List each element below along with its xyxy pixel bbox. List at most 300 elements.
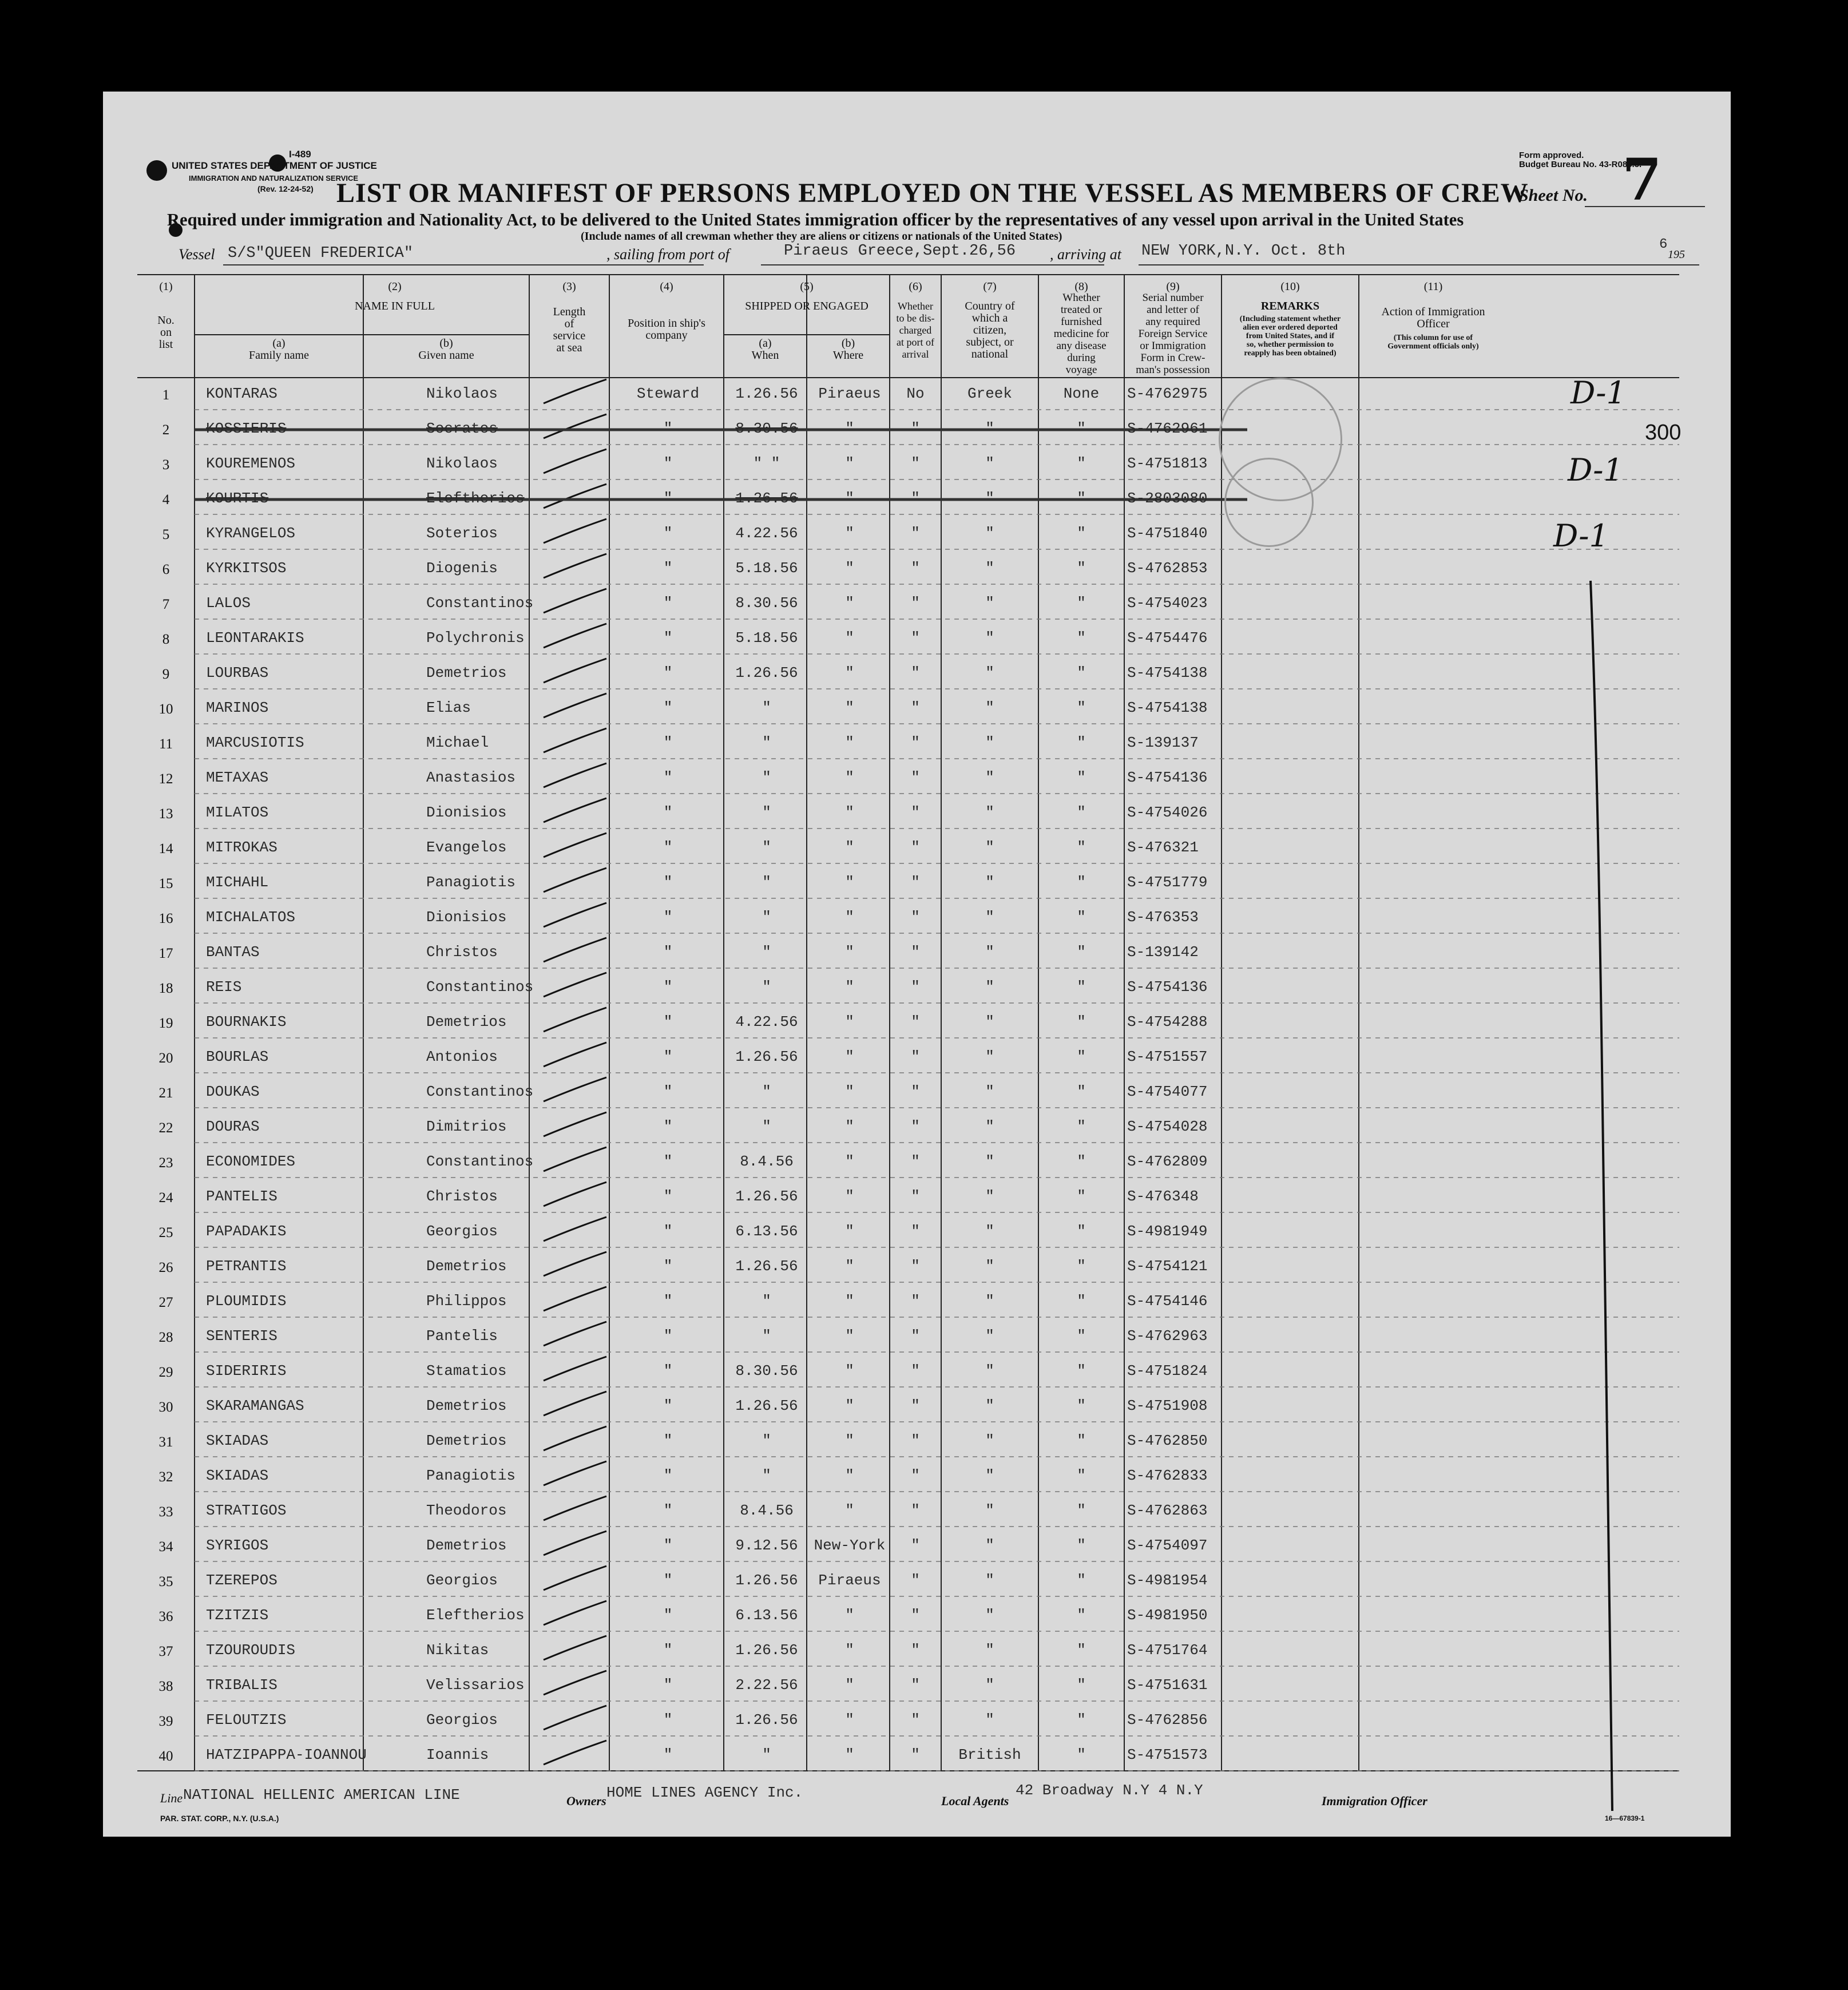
cell-country: " [985, 629, 994, 647]
cell-when: 1.26.56 [735, 1258, 798, 1275]
cell-treated: " [1077, 1362, 1086, 1379]
footer-agents: 42 Broadway N.Y 4 N.Y [1016, 1782, 1203, 1799]
cell-country: " [985, 1118, 994, 1135]
cell-serial: S-4762863 [1127, 1502, 1208, 1519]
col-service-header: Length of service at sea [553, 306, 586, 354]
cell-when: 8.30.56 [735, 594, 798, 612]
cell-when: " [762, 699, 771, 716]
manifest-sheet [103, 92, 1731, 1837]
cell-position: " [663, 664, 673, 681]
cell-serial: S-4754121 [1127, 1258, 1208, 1275]
cell-country: " [985, 804, 994, 821]
row-number: 29 [158, 1365, 173, 1380]
cell-when: " [762, 769, 771, 786]
cell-serial: S-2803080 [1127, 490, 1208, 507]
cell-when: " [762, 1083, 771, 1100]
cell-discharged: " [911, 1676, 920, 1694]
cell-family: FELOUTZIS [206, 1711, 287, 1729]
cell-position: " [663, 1327, 673, 1345]
col-country-header: Country of which a citizen, subject, or national [965, 300, 1015, 360]
cell-serial: S-4751824 [1127, 1362, 1208, 1379]
cell-treated: " [1077, 1711, 1086, 1729]
cell-treated: " [1077, 1153, 1086, 1170]
cell-when: 1.26.56 [735, 490, 798, 507]
cell-country: " [985, 1502, 994, 1519]
cell-when: 4.22.56 [735, 525, 798, 542]
row-number: 6 [162, 562, 170, 577]
cell-family: BOURLAS [206, 1048, 269, 1065]
cell-serial: S-4751779 [1127, 874, 1208, 891]
row-number: 40 [158, 1749, 173, 1764]
cell-position: " [663, 1293, 673, 1310]
cell-where: " [845, 1327, 854, 1345]
cell-where: " [845, 525, 854, 542]
cell-country: " [985, 1397, 994, 1414]
cell-treated: " [1077, 1642, 1086, 1659]
cell-when: 1.26.56 [735, 1642, 798, 1659]
cell-country: British [958, 1746, 1021, 1763]
row-number: 10 [158, 701, 173, 717]
cell-family: PETRANTIS [206, 1258, 287, 1275]
cell-where: " [845, 1118, 854, 1135]
cell-given: Demetrios [426, 1013, 507, 1030]
cell-discharged: " [911, 1327, 920, 1345]
cell-position: " [663, 1746, 673, 1763]
cell-given: Constantinos [426, 978, 534, 996]
cell-serial: S-4762809 [1127, 1153, 1208, 1170]
cell-treated: " [1077, 1572, 1086, 1589]
footer-officer-label: Immigration Officer [1322, 1794, 1427, 1808]
cell-family: TZITZIS [206, 1607, 269, 1624]
row-number: 26 [158, 1260, 173, 1275]
col-serial-header: Serial number and letter of any required Foreign Service or Immigration Form in Crew- man's possession [1136, 292, 1210, 376]
cell-family: HATZIPAPPA-IOANNOU [206, 1746, 367, 1763]
cell-discharged: " [911, 1083, 920, 1100]
cell-when: " [762, 804, 771, 821]
cell-position: " [663, 629, 673, 647]
cell-where: " [845, 769, 854, 786]
cell-serial: S-4981949 [1127, 1223, 1208, 1240]
cell-family: SKIADAS [206, 1467, 269, 1484]
row-number: 8 [162, 632, 170, 647]
cell-serial: S-4754028 [1127, 1118, 1208, 1135]
cell-country: " [985, 978, 994, 996]
cell-discharged: " [911, 978, 920, 996]
cell-position: " [663, 1362, 673, 1379]
cell-where: " [845, 1746, 854, 1763]
cell-country: " [985, 909, 994, 926]
cell-position: " [663, 1642, 673, 1659]
cell-given: Velissarios [426, 1676, 525, 1694]
column-number: (7) [983, 280, 997, 293]
cell-family: DOUKAS [206, 1083, 260, 1100]
cell-family: LOURBAS [206, 664, 269, 681]
cell-family: MITROKAS [206, 839, 277, 856]
column-number: (5) [800, 280, 814, 293]
vessel-label: Vessel [179, 246, 215, 263]
cell-treated: None [1063, 385, 1100, 402]
cell-where: " [845, 1432, 854, 1449]
sheet-number: 7 [1622, 146, 1662, 213]
cell-when: " [762, 839, 771, 856]
cell-when: 8.30.56 [735, 420, 798, 437]
row-number: 20 [158, 1051, 173, 1066]
cell-where: " [845, 1223, 854, 1240]
cell-treated: " [1077, 664, 1086, 681]
year-suffix: 6 [1659, 237, 1668, 252]
cell-serial: S-4762961 [1127, 420, 1208, 437]
cell-given: Demetrios [426, 664, 507, 681]
cell-discharged: " [911, 1711, 920, 1729]
cell-when: 1.26.56 [735, 1711, 798, 1729]
department-name: UNITED STATES DEPARTMENT OF JUSTICE [172, 160, 377, 171]
cell-serial: S-4754136 [1127, 978, 1208, 996]
cell-given: Polychronis [426, 629, 525, 647]
cell-where: Piraeus [818, 385, 881, 402]
cell-discharged: " [911, 1118, 920, 1135]
cell-given: Evangelos [426, 839, 507, 856]
cell-discharged: " [911, 1537, 920, 1554]
cell-treated: " [1077, 769, 1086, 786]
cell-position: " [663, 1676, 673, 1694]
form-number: I-489 [289, 149, 311, 160]
cell-discharged: " [911, 420, 920, 437]
cell-serial: S-4754146 [1127, 1293, 1208, 1310]
cell-serial: S-4981954 [1127, 1572, 1208, 1589]
col-given-header: (b) Given name [418, 337, 474, 362]
cell-country: " [985, 699, 994, 716]
cell-position: " [663, 769, 673, 786]
cell-given: Christos [426, 1188, 498, 1205]
cell-serial: S-4751840 [1127, 525, 1208, 542]
row-number: 25 [158, 1225, 173, 1240]
cell-treated: " [1077, 525, 1086, 542]
cell-position: " [663, 420, 673, 437]
cell-position: Steward [636, 385, 700, 402]
col-when-header: (a) When [751, 337, 779, 362]
cell-family: METAXAS [206, 769, 269, 786]
footer-agents-label: Local Agents [941, 1794, 1009, 1808]
row-number: 1 [162, 387, 170, 403]
cell-country: " [985, 734, 994, 751]
cell-position: " [663, 1432, 673, 1449]
cell-where: " [845, 1467, 854, 1484]
cell-given: Christos [426, 944, 498, 961]
arriving-label: , arriving at [1050, 246, 1121, 263]
cell-given: Dionisios [426, 909, 507, 926]
cell-given: Nikolaos [426, 455, 498, 472]
cell-discharged: " [911, 1746, 920, 1763]
row-number: 13 [158, 806, 173, 822]
cell-position: " [663, 594, 673, 612]
cell-position: " [663, 1502, 673, 1519]
cell-given: Theodoros [426, 1502, 507, 1519]
cell-country: " [985, 664, 994, 681]
cell-treated: " [1077, 1188, 1086, 1205]
cell-when: 6.13.56 [735, 1223, 798, 1240]
cell-position: " [663, 490, 673, 507]
cell-when: " [762, 978, 771, 996]
column-number: (10) [1280, 280, 1300, 293]
annotation-300: 300 [1645, 421, 1682, 445]
cell-discharged: " [911, 1572, 920, 1589]
cell-country: " [985, 1258, 994, 1275]
cell-where: " [845, 734, 854, 751]
cell-family: TRIBALIS [206, 1676, 277, 1694]
cell-country: " [985, 1572, 994, 1589]
cell-family: MARINOS [206, 699, 269, 716]
cell-serial: S-4754023 [1127, 594, 1208, 612]
cell-treated: " [1077, 1118, 1086, 1135]
vessel-name: S/S"QUEEN FREDERICA" [228, 245, 414, 262]
cell-treated: " [1077, 1432, 1086, 1449]
cell-where: " [845, 1502, 854, 1519]
row-number: 23 [158, 1155, 173, 1171]
col-shipped-header: SHIPPED OR ENGAGED [745, 300, 869, 312]
cell-serial: S-4762850 [1127, 1432, 1208, 1449]
cell-serial: S-4751573 [1127, 1746, 1208, 1763]
cell-family: PANTELIS [206, 1188, 277, 1205]
cell-given: Georgios [426, 1223, 498, 1240]
cell-serial: S-4754138 [1127, 664, 1208, 681]
row-number: 15 [158, 876, 173, 891]
cell-serial: S-4762853 [1127, 560, 1208, 577]
cell-treated: " [1077, 1502, 1086, 1519]
cell-where: " [845, 1711, 854, 1729]
column-number: (8) [1074, 280, 1088, 293]
approval-line-1: Form approved. [1519, 150, 1584, 160]
cell-position: " [663, 560, 673, 577]
cell-country: " [985, 1711, 994, 1729]
cell-given: Demetrios [426, 1537, 507, 1554]
cell-when: " " [753, 455, 780, 472]
cell-position: " [663, 1188, 673, 1205]
cell-serial: S-4754026 [1127, 804, 1208, 821]
cell-given: Eleftherios [426, 490, 525, 507]
cell-discharged: " [911, 455, 920, 472]
cell-family: BANTAS [206, 944, 260, 961]
manifest-subtitle: Required under immigration and Nationality Act, to be delivered to the United States immigration officer by the representatives of any vessel upon arrival in the United States [167, 210, 1464, 229]
row-number: 11 [158, 736, 173, 752]
cell-treated: " [1077, 420, 1086, 437]
row-number: 7 [162, 597, 170, 612]
cell-family: SENTERIS [206, 1327, 277, 1345]
cell-discharged: " [911, 1642, 920, 1659]
cell-discharged: " [911, 874, 920, 891]
cell-country: " [985, 1153, 994, 1170]
row-number: 39 [158, 1714, 173, 1729]
col-action-header: Action of Immigration Officer [1381, 306, 1485, 330]
column-number: (4) [660, 280, 673, 293]
row-number: 12 [158, 771, 173, 787]
cell-when: 2.22.56 [735, 1676, 798, 1694]
cell-position: " [663, 804, 673, 821]
form-revision: (Rev. 12-24-52) [257, 184, 314, 193]
cell-where: " [845, 664, 854, 681]
cell-country: " [985, 1676, 994, 1694]
row-number: 30 [158, 1400, 173, 1415]
cell-country: " [985, 1537, 994, 1554]
cell-family: SKIADAS [206, 1432, 269, 1449]
cell-where: " [845, 909, 854, 926]
cell-serial: S-4751908 [1127, 1397, 1208, 1414]
cell-position: " [663, 1223, 673, 1240]
row-number: 16 [158, 911, 173, 926]
row-number: 31 [158, 1434, 173, 1450]
annotation-d1-row5: D-1 [1553, 518, 1609, 554]
cell-family: TZOUROUDIS [206, 1642, 296, 1659]
cell-discharged: " [911, 1607, 920, 1624]
col-position-header: Position in ship's company [628, 317, 705, 342]
cell-treated: " [1077, 1537, 1086, 1554]
cell-when: " [762, 1746, 771, 1763]
cell-treated: " [1077, 909, 1086, 926]
cell-country: " [985, 1188, 994, 1205]
cell-country: " [985, 1642, 994, 1659]
cell-when: " [762, 734, 771, 751]
cell-serial: S-139142 [1127, 944, 1199, 961]
cell-position: " [663, 1711, 673, 1729]
cell-family: MARCUSIOTIS [206, 734, 304, 751]
col-family-header: (a) Family name [249, 337, 309, 362]
cell-given: Dimitrios [426, 1118, 507, 1135]
cell-when: " [762, 1118, 771, 1135]
row-number: 36 [158, 1609, 173, 1624]
year-label: 195 [1668, 248, 1685, 261]
cell-where: " [845, 699, 854, 716]
column-number: (6) [909, 280, 922, 293]
cell-family: SIDERIRIS [206, 1362, 287, 1379]
footer-print-code: 16—67839-1 [1605, 1814, 1645, 1822]
cell-when: 1.26.56 [735, 1572, 798, 1589]
cell-where: " [845, 804, 854, 821]
cell-position: " [663, 1397, 673, 1414]
cell-where: " [845, 874, 854, 891]
cell-serial: S-4762833 [1127, 1467, 1208, 1484]
cell-discharged: " [911, 560, 920, 577]
cell-serial: S-4754097 [1127, 1537, 1208, 1554]
cell-given: Eleftherios [426, 1607, 525, 1624]
row-number: 21 [158, 1085, 173, 1101]
cell-given: Nikolaos [426, 385, 498, 402]
cell-family: KYRANGELOS [206, 525, 296, 542]
row-number: 9 [162, 667, 170, 682]
cell-discharged: " [911, 839, 920, 856]
cell-given: Panagiotis [426, 1467, 516, 1484]
column-number: (11) [1423, 280, 1443, 293]
cell-when: 6.13.56 [735, 1607, 798, 1624]
cell-discharged: " [911, 664, 920, 681]
cell-treated: " [1077, 839, 1086, 856]
row-number: 35 [158, 1574, 173, 1589]
cell-serial: S-4751631 [1127, 1676, 1208, 1694]
cell-treated: " [1077, 978, 1086, 996]
row-number: 32 [158, 1469, 173, 1485]
row-number: 5 [162, 527, 170, 542]
cell-given: Georgios [426, 1572, 498, 1589]
cell-where: " [845, 560, 854, 577]
cell-where: " [845, 1607, 854, 1624]
cell-position: " [663, 1258, 673, 1275]
row-number: 3 [162, 457, 170, 473]
cell-discharged: " [911, 734, 920, 751]
cell-position: " [663, 1118, 673, 1135]
cell-discharged: " [911, 699, 920, 716]
row-number: 38 [158, 1679, 173, 1694]
cell-serial: S-4754077 [1127, 1083, 1208, 1100]
cell-treated: " [1077, 804, 1086, 821]
cell-where: " [845, 1397, 854, 1414]
col-action-note: (This column for use of Government officials only) [1387, 334, 1479, 351]
cell-where: " [845, 594, 854, 612]
cell-treated: " [1077, 1083, 1086, 1100]
cell-where: " [845, 1258, 854, 1275]
cell-family: KOUREMENOS [206, 455, 296, 472]
cell-given: Georgios [426, 1711, 498, 1729]
cell-given: Constantinos [426, 1153, 534, 1170]
footer-line-label: Line [160, 1791, 183, 1805]
row-number: 27 [158, 1295, 173, 1310]
row-number: 17 [158, 946, 173, 961]
cell-given: Ioannis [426, 1746, 489, 1763]
cell-country: " [985, 1048, 994, 1065]
cell-where: New-York [814, 1537, 886, 1554]
cell-family: MICHALATOS [206, 909, 296, 926]
cell-given: Antonios [426, 1048, 498, 1065]
row-number: 24 [158, 1190, 173, 1206]
cell-when: " [762, 1467, 771, 1484]
cell-position: " [663, 978, 673, 996]
cell-given: Elias [426, 699, 471, 716]
cell-treated: " [1077, 874, 1086, 891]
cell-where: " [845, 839, 854, 856]
cell-given: Socrates [426, 420, 498, 437]
cell-position: " [663, 455, 673, 472]
cell-discharged: " [911, 490, 920, 507]
cell-given: Panagiotis [426, 874, 516, 891]
cell-given: Nikitas [426, 1642, 489, 1659]
cell-when: " [762, 1432, 771, 1449]
cell-treated: " [1077, 1048, 1086, 1065]
cell-when: 8.4.56 [740, 1502, 794, 1519]
cell-family: KYRKITSOS [206, 560, 287, 577]
cell-discharged: " [911, 1293, 920, 1310]
cell-country: " [985, 594, 994, 612]
cell-where: " [845, 1048, 854, 1065]
column-number: (1) [159, 280, 173, 293]
cell-country: " [985, 769, 994, 786]
include-note: (Include names of all crewman whether they are aliens or citizens or nationals of the United States) [581, 230, 1062, 243]
col-number-header: No. on list [157, 314, 175, 351]
cell-position: " [663, 1537, 673, 1554]
cell-when: 5.18.56 [735, 560, 798, 577]
cell-when: " [762, 944, 771, 961]
cell-where: " [845, 978, 854, 996]
cell-serial: S-476353 [1127, 909, 1199, 926]
vertical-handwritten-line [1585, 578, 1631, 1814]
col-discharged-header: Whether to be dis- charged at port of arrival [896, 300, 935, 360]
footer-owners-label: Owners [566, 1794, 606, 1808]
cell-discharged: " [911, 1397, 920, 1414]
cell-country: " [985, 874, 994, 891]
cell-serial: S-4754476 [1127, 629, 1208, 647]
cell-family: MILATOS [206, 804, 269, 821]
cell-serial: S-4754288 [1127, 1013, 1208, 1030]
col-treated-header: Whether treated or furnished medicine for any disease during voyage [1053, 292, 1109, 376]
cell-given: Michael [426, 734, 489, 751]
cell-given: Demetrios [426, 1432, 507, 1449]
cell-country: " [985, 1607, 994, 1624]
